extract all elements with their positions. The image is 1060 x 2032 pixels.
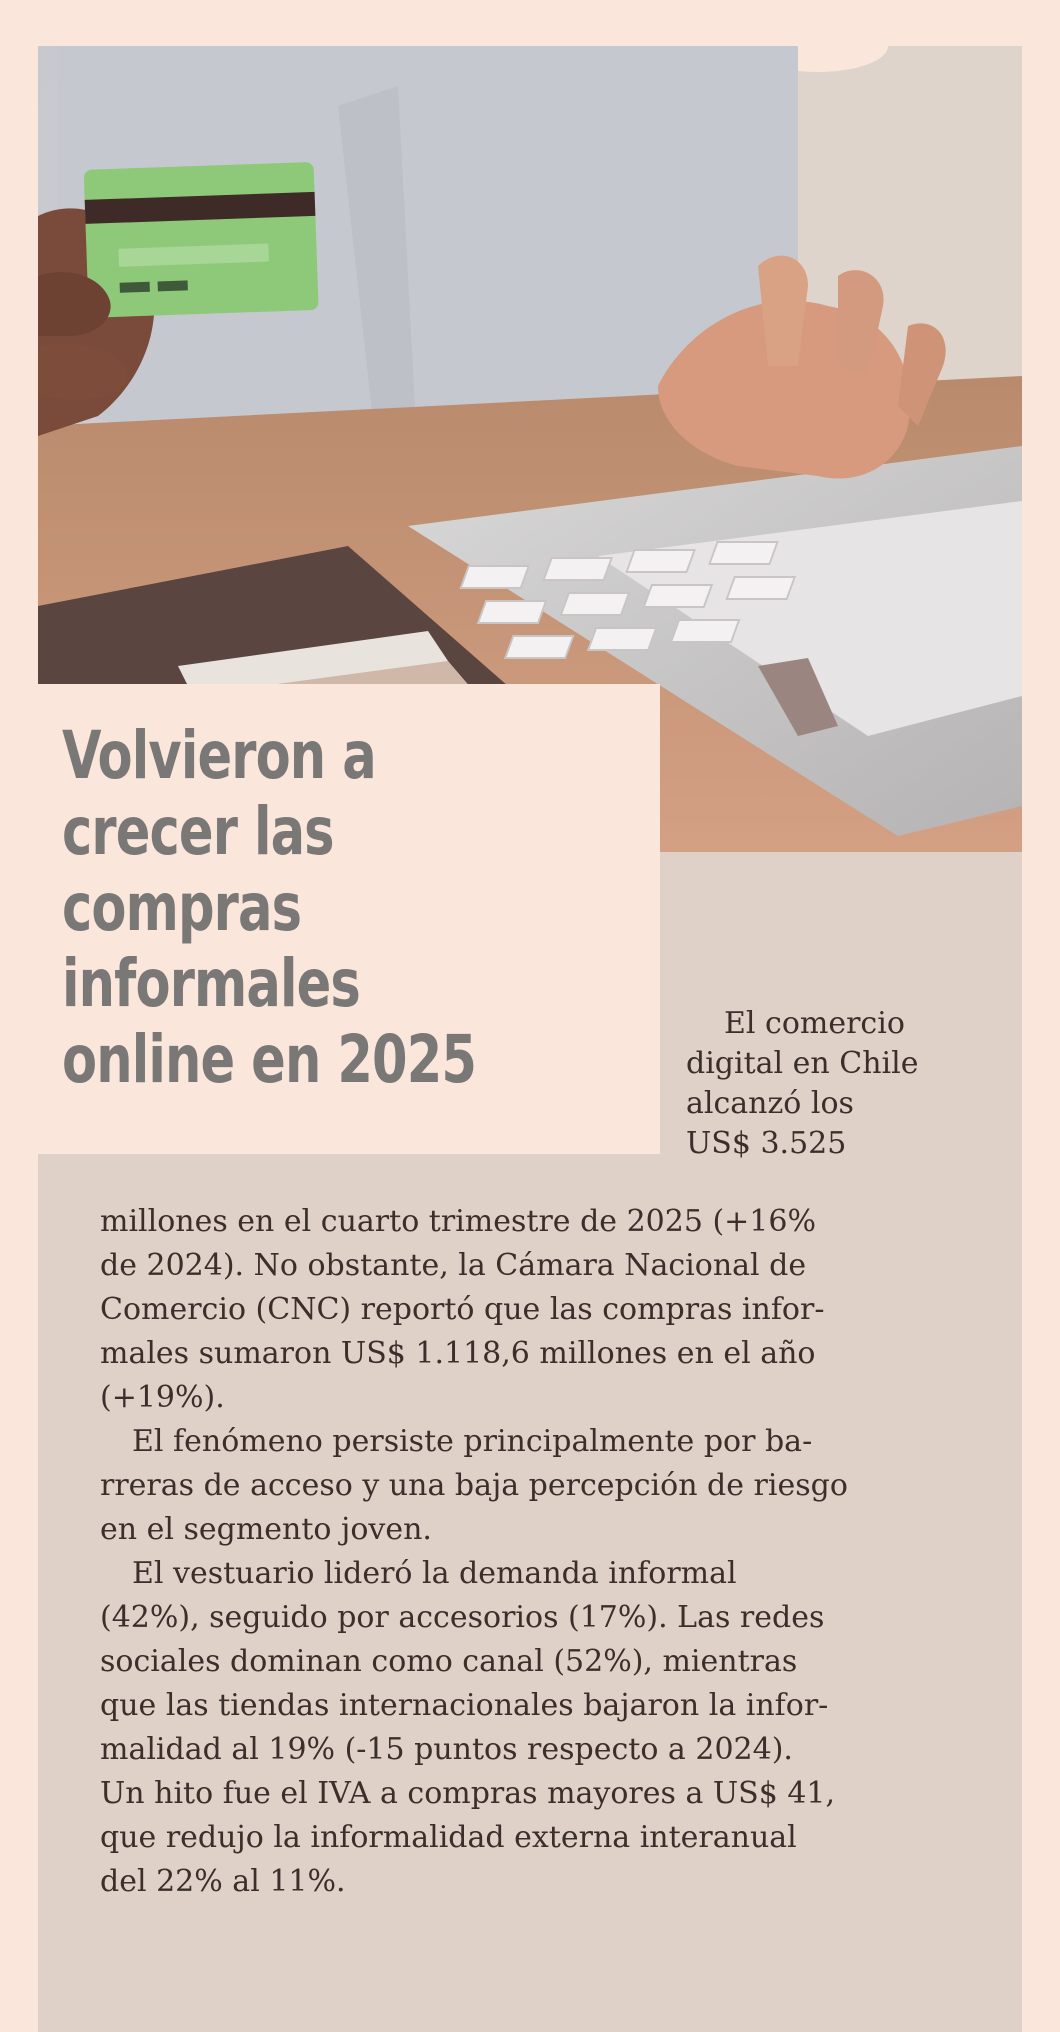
body-line: sociales dominan como canal (52%), mientras	[100, 1644, 798, 1679]
headline-line: online en 2025	[62, 1021, 477, 1098]
paragraph-3	[100, 1552, 980, 1904]
body-line: de 2024). No obstante, la Cámara Nacional de	[100, 1248, 807, 1283]
body-line: millones en el cuarto trimestre de 2025 (+16%	[100, 1204, 816, 1239]
paragraph-2	[100, 1420, 980, 1552]
body-line: El vestuario lideró la demanda informal	[132, 1556, 737, 1591]
body-line: Comercio (CNC) reportó que las compras infor-	[100, 1292, 825, 1327]
body-line: del 22% al 11%.	[100, 1864, 346, 1899]
intro-text	[686, 1004, 1006, 1164]
body-line: males sumaron US$ 1.118,6 millones en el año	[100, 1336, 816, 1371]
body-line: (+19%).	[100, 1380, 225, 1415]
article-body	[100, 1200, 980, 1904]
body-line: que redujo la informalidad externa interanual	[100, 1820, 797, 1855]
paragraph-1	[100, 1200, 980, 1420]
intro-line: US$ 3.525	[686, 1126, 847, 1161]
headline-line: compras	[62, 869, 302, 946]
body-line: (42%), seguido por accesorios (17%). Las redes	[100, 1600, 825, 1635]
headline-line: informales	[62, 945, 360, 1022]
intro-line: El comercio	[724, 1006, 905, 1041]
body-line: en el segmento joven.	[100, 1512, 432, 1547]
body-line: El fenómeno persiste principalmente por ba-	[132, 1424, 813, 1459]
body-line: Un hito fue el IVA a compras mayores a US$ 41,	[100, 1776, 836, 1811]
intro-line: alcanzó los	[686, 1086, 854, 1121]
headline-line: crecer las	[62, 793, 334, 870]
body-line: rreras de acceso y una baja percepción de riesgo	[100, 1468, 848, 1503]
body-line: que las tiendas internacionales bajaron la infor-	[100, 1688, 829, 1723]
headline-line: Volvieron a	[62, 717, 376, 794]
body-line: malidad al 19% (-15 puntos respecto a 2024).	[100, 1732, 793, 1767]
intro-line: digital en Chile	[686, 1046, 919, 1081]
headline	[62, 718, 544, 1098]
